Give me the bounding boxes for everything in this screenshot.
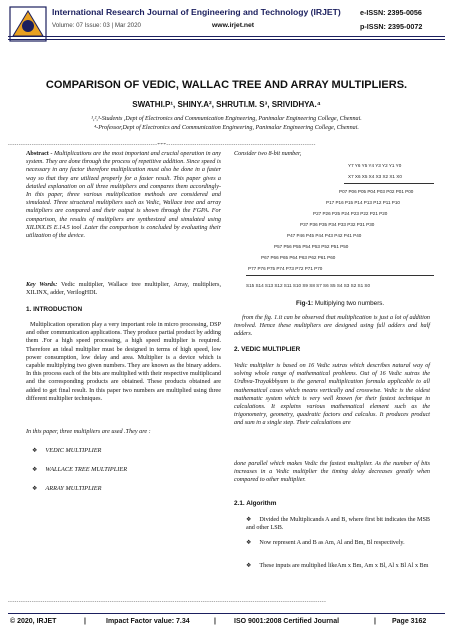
matrix-row-x: X7 X6 X5 X4 X3 X2 X1 X0 xyxy=(348,174,402,179)
matrix-row-y: Y7 Y6 Y5 Y4 Y3 Y2 Y1 Y0 xyxy=(348,163,402,168)
footer-page-number: Page 3162 xyxy=(392,618,427,625)
list-item: ❖ WALLACE TREE MULTIPLIER xyxy=(32,466,128,473)
intro-paragraph: Multiplication operation play a very important role in micro processing, DSP and other communication applications. They produce partial product by adding them .For a high speed processing, a high speed multiplier is required. Therefore an ideal multiplier must be designed in terms of high speed, low power consumption, low delay and area. Multiplier is a device which is capable multiplying two given numbers. They are known as the binary adders. In this process each of the bits are multiplied with their respective multiplicand and the corresponding products are obtained. These products obtained are added to get final result. In this paper two numbers are multiplied using three different multiplier techniques. xyxy=(26,322,221,402)
journal-url[interactable]: www.irjet.net xyxy=(212,22,255,29)
matrix-sum-rule xyxy=(246,275,434,276)
diamond-bullet-icon: ❖ xyxy=(246,516,252,523)
algorithm-step: ❖ Now represent A and B as Am, Al and Bm, Bl respectively. xyxy=(246,539,405,546)
keywords xyxy=(26,281,221,297)
matrix-pp-row: P67 P66 P65 P64 P63 P62 P61 P60 xyxy=(261,255,336,260)
diamond-bullet-icon: ❖ xyxy=(32,466,38,473)
pissn: p-ISSN: 2395-0072 xyxy=(360,22,423,31)
figure-discussion: from the fig. 1.it can be observed that multiplication is just a lot of addition involved. Hence these multipliers are designed using full adders and half adders. xyxy=(234,315,430,338)
algorithm-step: ❖ These inputs are multiplied likeAm x Bm, Am x Bl, Al x Bl Al x Bm xyxy=(246,562,429,569)
journal-title: International Research Journal of Engineering and Technology (IRJET) xyxy=(52,7,341,17)
matrix-sum-row: S15 S14 S13 S12 S11 S10 S9 S8 S7 S6 S5 S4 S3 S2 S1 S0 xyxy=(246,283,371,288)
vedic-heading: 2. VEDIC MULTIPLIER xyxy=(234,346,301,353)
matrix-pp-row: P77 P76 P75 P74 P73 P72 P71 P70 xyxy=(248,266,323,271)
matrix-pp-row: P17 P16 P15 P14 P13 P12 P11 P10 xyxy=(326,200,400,205)
matrix-pp-row: P47 P46 P45 P44 P43 P42 P41 P40 xyxy=(287,233,362,238)
footer-divider: | xyxy=(84,618,86,625)
vedic-paragraph: Vedic multiplier is based on 16 Vedic sutras which describes natural way of solving whole range of mathematical problems. Out of 16 Vedic sutras the Urdhva-Trayakbhyam is the general multiplication formula applicable to all mathematical cases which means vertically and crosswise. Vedic is the oldest mathematic system which is very well known for their fastest technique in calculations. It explains various mathematical element such as the trigonometry, geometry, quadratic factors and calculus. It produces product and sum in a single step. Their calculations are xyxy=(234,363,430,427)
vedic-paragraph-continued: done parallel which makes Vedic the fastest multiplier. As the number of bits increases in a Vedic multiplier the timing delay decreases greatly when compared to other multiplier. xyxy=(234,461,430,484)
abstract xyxy=(26,150,221,240)
footer-copyright: © 2020, IRJET xyxy=(10,618,57,625)
algorithm-step: ❖ Divided the Multiplicands A and B, where first bit indicates the MSB and other LSB. xyxy=(246,516,430,532)
matrix-pp-row: P07 P06 P05 P04 P03 P02 P01 P00 xyxy=(339,189,414,194)
figure-intro: Consider two 8-bit number, xyxy=(234,151,302,157)
abstract-label: Abstract - xyxy=(26,151,53,157)
title-separator: ---------------------------------------------------------------------***--------------------------------------------------------------------- xyxy=(8,143,316,148)
footer-divider: | xyxy=(214,618,216,625)
abstract-text: Multiplications are the most important and crucial operation in any system. They are done through the process of repetitive addition. Since speed is necessary in any factor therefore multiplication must also be done in a faster way so that they are utilized properly for a faster result. This paper gives a detailed explanation on all three multipliers and compares them accordingly-In this paper, three various multiplication methods are considered and simulated. Three structural multipliers such as Vedic, Wallace tree and array multipliers are compared and their output is shown through the FGPA. For comparison, the results of multipliers are synthesized and simulated using XILINX.IS E.14.5 tool .Later the comparison is concluded by evaluating their utilization of the device. xyxy=(26,151,221,240)
matrix-pp-row: P37 P36 P35 P34 P33 P32 P31 P30 xyxy=(300,222,375,227)
intro-heading: 1. INTRODUCTION xyxy=(26,306,83,313)
matrix-pp-row: P57 P56 P55 P54 P53 P52 P51 P50 xyxy=(274,244,349,249)
keywords-text: Vedic multiplier, Wallace tree multiplier, Array, multipliers, XILINX, adder, VerilogHDL xyxy=(26,282,221,297)
algorithm-heading: 2.1. Algorithm xyxy=(234,500,277,507)
diamond-bullet-icon: ❖ xyxy=(246,562,252,569)
affiliation-professor: ⁴-Professor,Dept of Electronics and Communication Engineering, Panimalar Engineering College, Chennai. xyxy=(94,125,359,131)
footer-divider: | xyxy=(374,618,376,625)
diamond-bullet-icon: ❖ xyxy=(32,485,38,492)
header-rule-thin xyxy=(8,39,445,40)
matrix-pp-row: P27 P26 P25 P24 P23 P22 P21 P20 xyxy=(313,211,388,216)
volume-issue: Volume: 07 Issue: 03 | Mar 2020 xyxy=(52,22,141,29)
matrix-rule xyxy=(344,183,434,184)
footer-iso: ISO 9001:2008 Certified Journal xyxy=(234,618,340,625)
affiliation-students: ¹,²,³-Students ,Dept of Electronics and Communication Engineering, Panimalar Engineering College, Chennai. xyxy=(91,116,362,122)
diamond-bullet-icon: ❖ xyxy=(32,447,38,454)
intro-list-lead: In this paper, three multipliers are used .They are : xyxy=(26,429,151,435)
footer-rule xyxy=(8,613,445,614)
header-rule xyxy=(8,36,445,37)
keywords-label: Key Words: xyxy=(26,282,58,288)
figure-caption: Fig-1: Multiplying two numbers. xyxy=(296,300,385,307)
diamond-bullet-icon: ❖ xyxy=(246,539,252,546)
list-item: ❖ VEDIC MULTIPLIER xyxy=(32,447,102,454)
footer-separator: --------------------------------------------------------------------------------------------------------------------------------------------------- xyxy=(8,600,327,605)
paper-title: COMPARISON OF VEDIC, WALLAC TREE AND ARRAY MULTIPLIERS. xyxy=(45,79,408,91)
eissn: e-ISSN: 2395-0056 xyxy=(360,8,422,17)
list-item: ❖ ARRAY MULTIPLIER xyxy=(32,485,102,492)
footer-impact-factor: Impact Factor value: 7.34 xyxy=(106,618,190,625)
paper-authors: SWATHI.P¹, SHINY.A², SHRUTI.M. S³, SRIVIDHYA.⁴ xyxy=(132,100,321,109)
